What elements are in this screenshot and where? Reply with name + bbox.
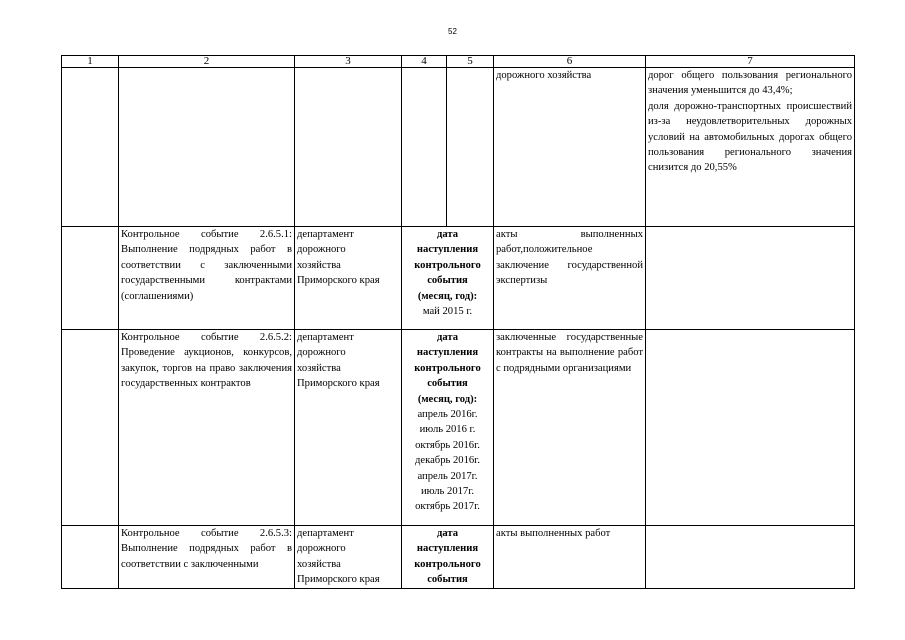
cell-col1 [62, 68, 119, 227]
cell-col7 [646, 68, 855, 227]
cell-col7 [646, 526, 855, 589]
cell-col3 [295, 68, 402, 227]
responsible-executor: департамент дорожного хозяйства Приморского края [295, 526, 402, 589]
expected-result: акты выполненных работ,положительное заключение государственной экспертизы [494, 227, 646, 330]
column-number: 1 [62, 56, 119, 68]
cell-col5 [447, 68, 494, 227]
cell-col7 [646, 227, 855, 330]
responsible-executor: департамент дорожного хозяйства Приморского края [295, 330, 402, 526]
event-dates: май 2015 г. [422, 306, 473, 318]
cell-col1 [62, 330, 119, 526]
expected-result: акты выполненных работ [494, 526, 646, 589]
page-number: 52 [448, 27, 457, 36]
event-date-label: дата наступления контрольного события (месяц, год): [414, 229, 481, 302]
table-row [62, 227, 855, 330]
event-date-cell [402, 526, 494, 589]
expected-result: заключенные государственные контракты на выполнение работ с подрядными организациями [494, 330, 646, 526]
column-number: 2 [119, 56, 295, 68]
event-description: Контрольное событие 2.6.5.2: Проведение аукционов, конкурсов, закупок, торгов на право заключения государственных контрактов [119, 330, 295, 526]
event-date-label: дата наступления контрольного события [414, 528, 481, 586]
indicator-text: доля дорожно-транспортных происшествий из-за неудовлетворительных дорожных условий на автомобильных дорогах общего пользования регионального значения снизится до 20,55% [648, 100, 852, 174]
event-dates: апрель 2016г. июль 2016 г. октябрь 2016г. декабрь 2016г. апрель 2017г. июль 2017г. октябрь 2017г. [415, 409, 480, 513]
column-number: 4 [402, 56, 447, 68]
cell-col1 [62, 227, 119, 330]
event-date-cell [402, 227, 494, 330]
column-number: 7 [646, 56, 855, 68]
cell-col2 [119, 68, 295, 227]
cell-col6: дорожного хозяйства [494, 68, 646, 227]
column-number: 6 [494, 56, 646, 68]
table-row [62, 68, 855, 227]
event-date-label: дата наступления контрольного события (месяц, год): [414, 332, 481, 405]
event-description: Контрольное событие 2.6.5.3: Выполнение подрядных работ в соответствии с заключенными [119, 526, 295, 589]
plan-table [61, 55, 855, 589]
cell-col7 [646, 330, 855, 526]
column-number: 5 [447, 56, 494, 68]
table-row [62, 526, 855, 589]
column-number-row [62, 56, 855, 68]
cell-col1 [62, 526, 119, 589]
table-row [62, 330, 855, 526]
indicator-text: дорог общего пользования регионального значения уменьшится до 43,4%; [648, 70, 852, 97]
column-number: 3 [295, 56, 402, 68]
event-date-cell [402, 330, 494, 526]
responsible-executor: департамент дорожного хозяйства Приморского края [295, 227, 402, 330]
cell-col4 [402, 68, 447, 227]
event-description: Контрольное событие 2.6.5.1: Выполнение подрядных работ в соответствии с заключенными государственными контрактами (соглашениями) [119, 227, 295, 330]
